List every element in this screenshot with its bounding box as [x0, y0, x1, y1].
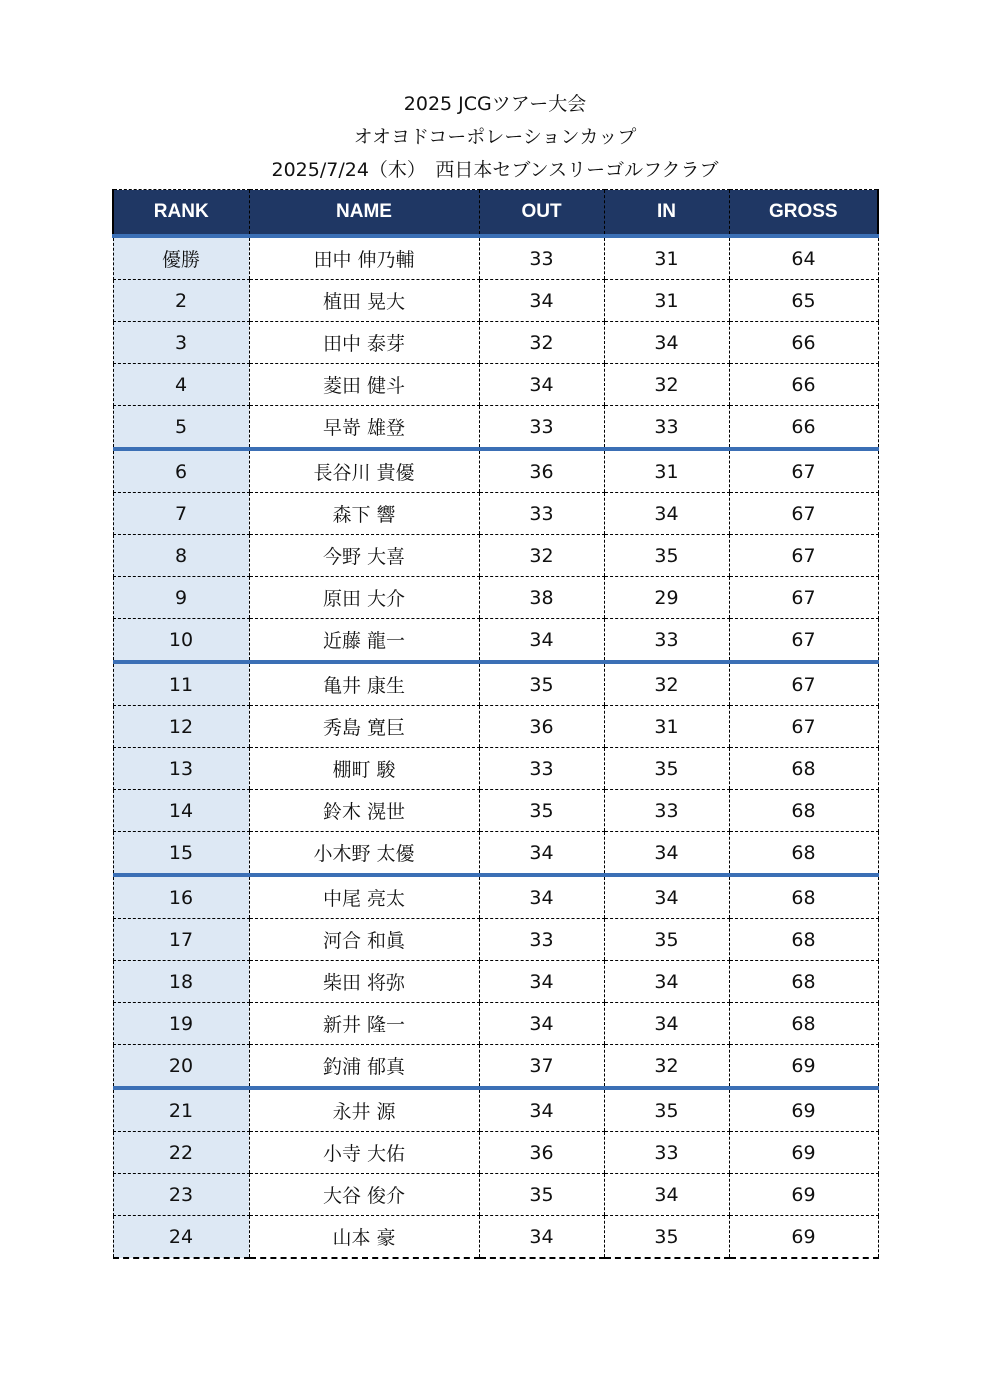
- rank-cell: 7: [113, 493, 249, 535]
- column-header-name: NAME: [249, 190, 479, 237]
- column-header-gross: GROSS: [729, 190, 878, 237]
- column-header-rank: RANK: [113, 190, 249, 237]
- gross-score-cell: 67: [729, 706, 878, 748]
- table-row: [113, 961, 878, 1003]
- player-name-cell: 近藤 龍一: [249, 619, 479, 663]
- player-name-cell: 永井 源: [249, 1088, 479, 1132]
- rank-cell: 23: [113, 1174, 249, 1216]
- player-name-cell: 新井 隆一: [249, 1003, 479, 1045]
- table-row: [113, 790, 878, 832]
- in-score-cell: 32: [604, 662, 729, 706]
- in-score-cell: 35: [604, 1216, 729, 1259]
- out-score-cell: 32: [479, 535, 604, 577]
- gross-score-cell: 68: [729, 961, 878, 1003]
- in-score-cell: 35: [604, 535, 729, 577]
- player-name-cell: 長谷川 貴優: [249, 449, 479, 493]
- out-score-cell: 36: [479, 1132, 604, 1174]
- out-score-cell: 34: [479, 619, 604, 663]
- in-score-cell: 34: [604, 322, 729, 364]
- tournament-title: 2025 JCGツアー大会: [403, 93, 587, 115]
- table-row: [113, 236, 878, 280]
- out-score-cell: 33: [479, 406, 604, 450]
- out-score-cell: 33: [479, 748, 604, 790]
- in-score-cell: 33: [604, 1132, 729, 1174]
- out-score-cell: 33: [479, 919, 604, 961]
- in-score-cell: 33: [604, 619, 729, 663]
- in-score-cell: 31: [604, 280, 729, 322]
- player-name-cell: 森下 響: [249, 493, 479, 535]
- rank-cell: 4: [113, 364, 249, 406]
- table-row: [113, 1003, 878, 1045]
- player-name-cell: 棚町 駿: [249, 748, 479, 790]
- player-name-cell: 早嵜 雄登: [249, 406, 479, 450]
- table-row: [113, 706, 878, 748]
- out-score-cell: 34: [479, 364, 604, 406]
- in-score-cell: 35: [604, 919, 729, 961]
- gross-score-cell: 69: [729, 1132, 878, 1174]
- out-score-cell: 35: [479, 1174, 604, 1216]
- player-name-cell: 小木野 太優: [249, 832, 479, 876]
- player-name-cell: 植田 晃大: [249, 280, 479, 322]
- player-name-cell: 鈴木 滉世: [249, 790, 479, 832]
- player-name-cell: 大谷 俊介: [249, 1174, 479, 1216]
- player-name-cell: 原田 大介: [249, 577, 479, 619]
- table-row: [113, 875, 878, 919]
- gross-score-cell: 64: [729, 236, 878, 280]
- player-name-cell: 釣浦 郁真: [249, 1045, 479, 1089]
- column-header-out: OUT: [479, 190, 604, 237]
- gross-score-cell: 65: [729, 280, 878, 322]
- table-row: [113, 449, 878, 493]
- out-score-cell: 38: [479, 577, 604, 619]
- out-score-cell: 33: [479, 236, 604, 280]
- gross-score-cell: 68: [729, 790, 878, 832]
- rank-cell: 優勝: [113, 236, 249, 280]
- player-name-cell: 河合 和眞: [249, 919, 479, 961]
- gross-score-cell: 68: [729, 919, 878, 961]
- gross-score-cell: 69: [729, 1045, 878, 1089]
- player-name-cell: 田中 伸乃輔: [249, 236, 479, 280]
- out-score-cell: 35: [479, 662, 604, 706]
- table-body: [113, 236, 878, 1258]
- in-score-cell: 31: [604, 236, 729, 280]
- rank-cell: 2: [113, 280, 249, 322]
- gross-score-cell: 68: [729, 748, 878, 790]
- out-score-cell: 34: [479, 280, 604, 322]
- gross-score-cell: 69: [729, 1174, 878, 1216]
- table-row: [113, 619, 878, 663]
- gross-score-cell: 67: [729, 662, 878, 706]
- rank-cell: 22: [113, 1132, 249, 1174]
- table-row: [113, 1088, 878, 1132]
- out-score-cell: 34: [479, 961, 604, 1003]
- gross-score-cell: 67: [729, 493, 878, 535]
- table-row: [113, 1216, 878, 1259]
- in-score-cell: 35: [604, 1088, 729, 1132]
- in-score-cell: 33: [604, 790, 729, 832]
- table-row: [113, 406, 878, 450]
- player-name-cell: 菱田 健斗: [249, 364, 479, 406]
- player-name-cell: 今野 大喜: [249, 535, 479, 577]
- rank-cell: 3: [113, 322, 249, 364]
- rank-cell: 9: [113, 577, 249, 619]
- rank-cell: 12: [113, 706, 249, 748]
- table-row: [113, 493, 878, 535]
- event-date-venue: 2025/7/24（木） 西日本セブンスリーゴルフクラブ: [271, 159, 719, 181]
- in-score-cell: 34: [604, 832, 729, 876]
- rank-cell: 6: [113, 449, 249, 493]
- in-score-cell: 32: [604, 1045, 729, 1089]
- in-score-cell: 32: [604, 364, 729, 406]
- gross-score-cell: 66: [729, 322, 878, 364]
- gross-score-cell: 69: [729, 1216, 878, 1259]
- table-row: [113, 322, 878, 364]
- table-row: [113, 748, 878, 790]
- gross-score-cell: 68: [729, 875, 878, 919]
- gross-score-cell: 67: [729, 449, 878, 493]
- rank-cell: 8: [113, 535, 249, 577]
- out-score-cell: 36: [479, 449, 604, 493]
- in-score-cell: 33: [604, 406, 729, 450]
- gross-score-cell: 66: [729, 364, 878, 406]
- table-row: [113, 919, 878, 961]
- rank-cell: 21: [113, 1088, 249, 1132]
- out-score-cell: 37: [479, 1045, 604, 1089]
- event-name: オオヨドコーポレーションカップ: [353, 126, 637, 148]
- table-row: [113, 1174, 878, 1216]
- rank-cell: 24: [113, 1216, 249, 1259]
- table-row: [113, 1045, 878, 1089]
- gross-score-cell: 67: [729, 535, 878, 577]
- rank-cell: 19: [113, 1003, 249, 1045]
- in-score-cell: 34: [604, 875, 729, 919]
- out-score-cell: 34: [479, 1003, 604, 1045]
- rank-cell: 18: [113, 961, 249, 1003]
- in-score-cell: 29: [604, 577, 729, 619]
- table-row: [113, 280, 878, 322]
- in-score-cell: 34: [604, 961, 729, 1003]
- out-score-cell: 36: [479, 706, 604, 748]
- rank-cell: 14: [113, 790, 249, 832]
- gross-score-cell: 67: [729, 619, 878, 663]
- gross-score-cell: 69: [729, 1088, 878, 1132]
- player-name-cell: 秀島 寛巨: [249, 706, 479, 748]
- in-score-cell: 35: [604, 748, 729, 790]
- player-name-cell: 小寺 大佑: [249, 1132, 479, 1174]
- out-score-cell: 34: [479, 832, 604, 876]
- table-row: [113, 832, 878, 876]
- in-score-cell: 34: [604, 1174, 729, 1216]
- rank-cell: 10: [113, 619, 249, 663]
- in-score-cell: 31: [604, 449, 729, 493]
- gross-score-cell: 67: [729, 577, 878, 619]
- gross-score-cell: 66: [729, 406, 878, 450]
- out-score-cell: 33: [479, 493, 604, 535]
- out-score-cell: 34: [479, 1216, 604, 1259]
- player-name-cell: 亀井 康生: [249, 662, 479, 706]
- table-row: [113, 364, 878, 406]
- rank-cell: 13: [113, 748, 249, 790]
- rank-cell: 17: [113, 919, 249, 961]
- in-score-cell: 34: [604, 493, 729, 535]
- table-row: [113, 535, 878, 577]
- out-score-cell: 32: [479, 322, 604, 364]
- rank-cell: 5: [113, 406, 249, 450]
- player-name-cell: 田中 泰芽: [249, 322, 479, 364]
- document-header: [0, 88, 990, 187]
- player-name-cell: 柴田 将弥: [249, 961, 479, 1003]
- player-name-cell: 中尾 亮太: [249, 875, 479, 919]
- in-score-cell: 34: [604, 1003, 729, 1045]
- table-header-row: [113, 190, 878, 237]
- results-table: [112, 189, 879, 1259]
- table-row: [113, 577, 878, 619]
- out-score-cell: 34: [479, 875, 604, 919]
- gross-score-cell: 68: [729, 1003, 878, 1045]
- rank-cell: 16: [113, 875, 249, 919]
- out-score-cell: 34: [479, 1088, 604, 1132]
- out-score-cell: 35: [479, 790, 604, 832]
- table-row: [113, 662, 878, 706]
- rank-cell: 20: [113, 1045, 249, 1089]
- in-score-cell: 31: [604, 706, 729, 748]
- rank-cell: 15: [113, 832, 249, 876]
- rank-cell: 11: [113, 662, 249, 706]
- column-header-in: IN: [604, 190, 729, 237]
- gross-score-cell: 68: [729, 832, 878, 876]
- player-name-cell: 山本 豪: [249, 1216, 479, 1259]
- table-row: [113, 1132, 878, 1174]
